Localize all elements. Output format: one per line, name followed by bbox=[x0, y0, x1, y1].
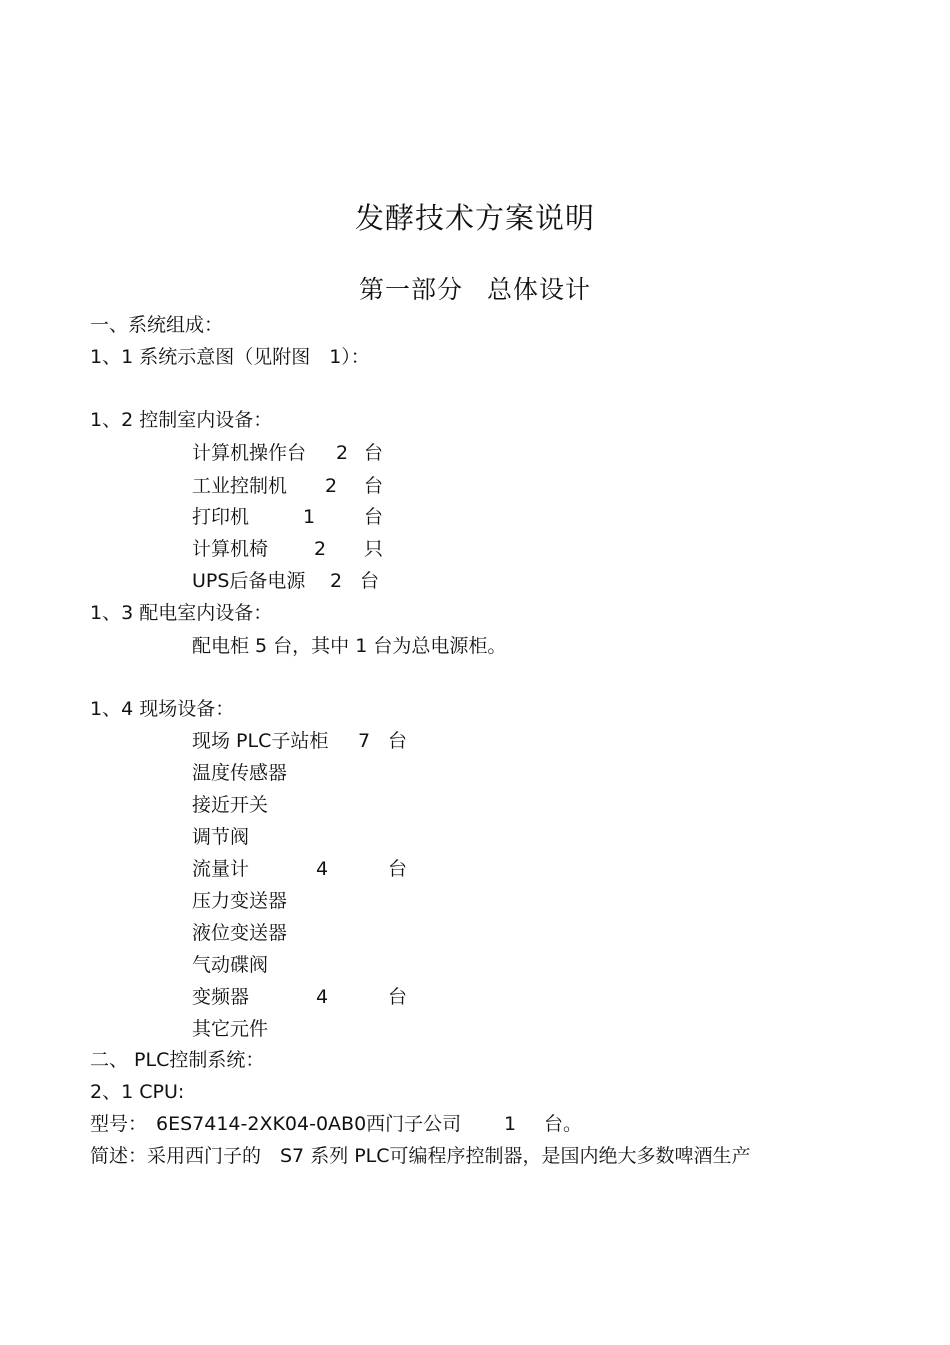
item-unit: 台 bbox=[364, 475, 384, 497]
list-item bbox=[192, 472, 452, 500]
item-name: 计算机操作台 bbox=[192, 442, 307, 464]
item-name: 变频器 bbox=[192, 986, 250, 1008]
part-title: 总体设计 bbox=[487, 275, 592, 304]
model-label: 型号： bbox=[90, 1113, 148, 1135]
item-qty: 7 bbox=[358, 730, 371, 752]
subsection-1-2: 1、2 控制室内设备： bbox=[90, 409, 273, 431]
item-unit: 台 bbox=[388, 986, 408, 1008]
item-qty: 2 bbox=[314, 538, 327, 560]
item-qty: 1 bbox=[303, 506, 316, 528]
list-item bbox=[192, 567, 452, 595]
section-heading-system: 一、系统组成： bbox=[90, 314, 224, 336]
model-unit: 台。 bbox=[544, 1113, 583, 1135]
list-item: 调节阀 bbox=[192, 826, 250, 848]
item-name: 计算机椅 bbox=[192, 538, 269, 560]
item-name: UPS后备电源 bbox=[192, 570, 306, 592]
item-qty: 4 bbox=[316, 858, 329, 880]
item-unit: 台 bbox=[388, 858, 408, 880]
item-qty: 2 bbox=[336, 442, 349, 464]
item-unit: 台 bbox=[360, 570, 380, 592]
part-heading bbox=[0, 270, 950, 310]
part-label: 第一部分 bbox=[358, 275, 463, 304]
list-item: 接近开关 bbox=[192, 794, 269, 816]
model-qty: 1 bbox=[504, 1113, 517, 1135]
list-item: 其它元件 bbox=[192, 1018, 269, 1040]
list-item bbox=[192, 727, 452, 755]
list-item: 液位变送器 bbox=[192, 922, 288, 944]
item-unit: 台 bbox=[364, 506, 384, 528]
model-value: 6ES7414-2XK04-0AB0西门子公司 bbox=[156, 1113, 462, 1135]
subsection-1-1: 1、1 系统示意图（见附图 1）： bbox=[90, 346, 370, 368]
subsection-1-4: 1、4 现场设备： bbox=[90, 698, 235, 720]
list-item bbox=[192, 535, 452, 563]
item-qty: 2 bbox=[325, 475, 338, 497]
model-line bbox=[90, 1110, 850, 1138]
item-name: 打印机 bbox=[192, 506, 250, 528]
item-name: 工业控制机 bbox=[192, 475, 288, 497]
item-name: 流量计 bbox=[192, 858, 250, 880]
item-name: 现场 PLC子站柜 bbox=[192, 730, 329, 752]
item-unit: 只 bbox=[364, 538, 384, 560]
subsection-2-1: 2、1 CPU: bbox=[90, 1081, 185, 1103]
section-heading-plc: 二、 PLC控制系统： bbox=[90, 1049, 265, 1071]
list-item: 压力变送器 bbox=[192, 890, 288, 912]
list-item: 温度传感器 bbox=[192, 762, 288, 784]
description-text: 简述：采用西门子的 S7 系列 PLC可编程序控制器，是国内绝大多数啤酒生产 bbox=[90, 1145, 751, 1167]
item-unit: 台 bbox=[388, 730, 408, 752]
power-room-text: 配电柜 5 台，其中 1 台为总电源柜。 bbox=[192, 635, 507, 657]
item-qty: 2 bbox=[330, 570, 343, 592]
item-qty: 4 bbox=[316, 986, 329, 1008]
list-item: 气动碟阀 bbox=[192, 954, 269, 976]
list-item bbox=[192, 983, 452, 1011]
list-item bbox=[192, 503, 452, 531]
list-item bbox=[192, 855, 452, 883]
item-unit: 台 bbox=[364, 442, 384, 464]
document-title: 发酵技术方案说明 bbox=[354, 201, 595, 235]
subsection-1-3: 1、3 配电室内设备： bbox=[90, 602, 273, 624]
list-item bbox=[192, 439, 452, 467]
